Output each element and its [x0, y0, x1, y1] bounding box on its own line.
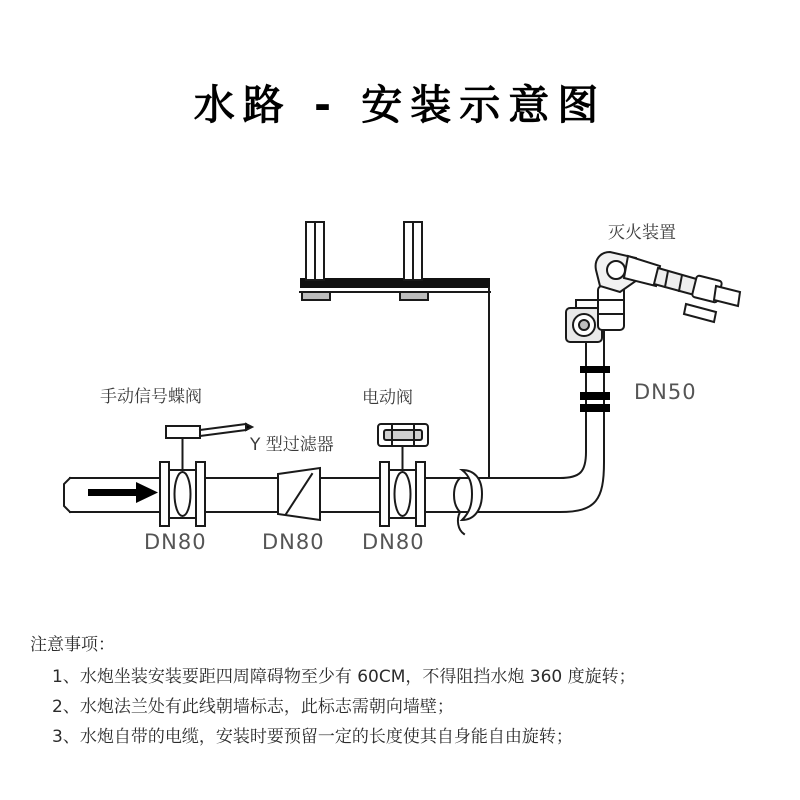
note-item-3: 3、水炮自带的电缆，安装时要预留一定的长度使其自身能自由旋转； [52, 727, 573, 747]
page-title: 水路 - 安装示意图 [193, 81, 607, 129]
note-item-1: 1、水炮坐装安装要距四周障碍物至少有 60CM，不得阻挡水炮 360 度旋转； [52, 667, 636, 687]
riser-flange-lower [580, 366, 610, 373]
electric-valve-symbol [378, 424, 428, 526]
label-fire-device: 灭火装置 [608, 223, 676, 243]
manual-signal-butterfly-valve-symbol [160, 424, 252, 526]
note-item-2: 2、水炮法兰处有此线朝墙标志，此标志需朝向墙壁； [52, 697, 454, 717]
label-dn80-left: DN80 [144, 530, 207, 554]
notes-block [30, 630, 770, 752]
label-manual-signal-butterfly-valve: 手动信号蝶阀 [100, 387, 202, 407]
y-strainer-symbol [278, 468, 320, 520]
flexible-joint-symbol [454, 470, 482, 534]
label-y-strainer: Y 型过滤器 [250, 435, 334, 455]
label-dn50: DN50 [634, 380, 697, 404]
label-dn80-middle: DN80 [262, 530, 325, 554]
notes-heading: 注意事项： [30, 635, 115, 655]
label-dn80-right: DN80 [362, 530, 425, 554]
fire-monitor-device [566, 252, 740, 342]
flow-arrow-icon [88, 482, 158, 503]
riser-flange-upper [580, 392, 610, 412]
label-electric-valve: 电动阀 [362, 388, 413, 408]
